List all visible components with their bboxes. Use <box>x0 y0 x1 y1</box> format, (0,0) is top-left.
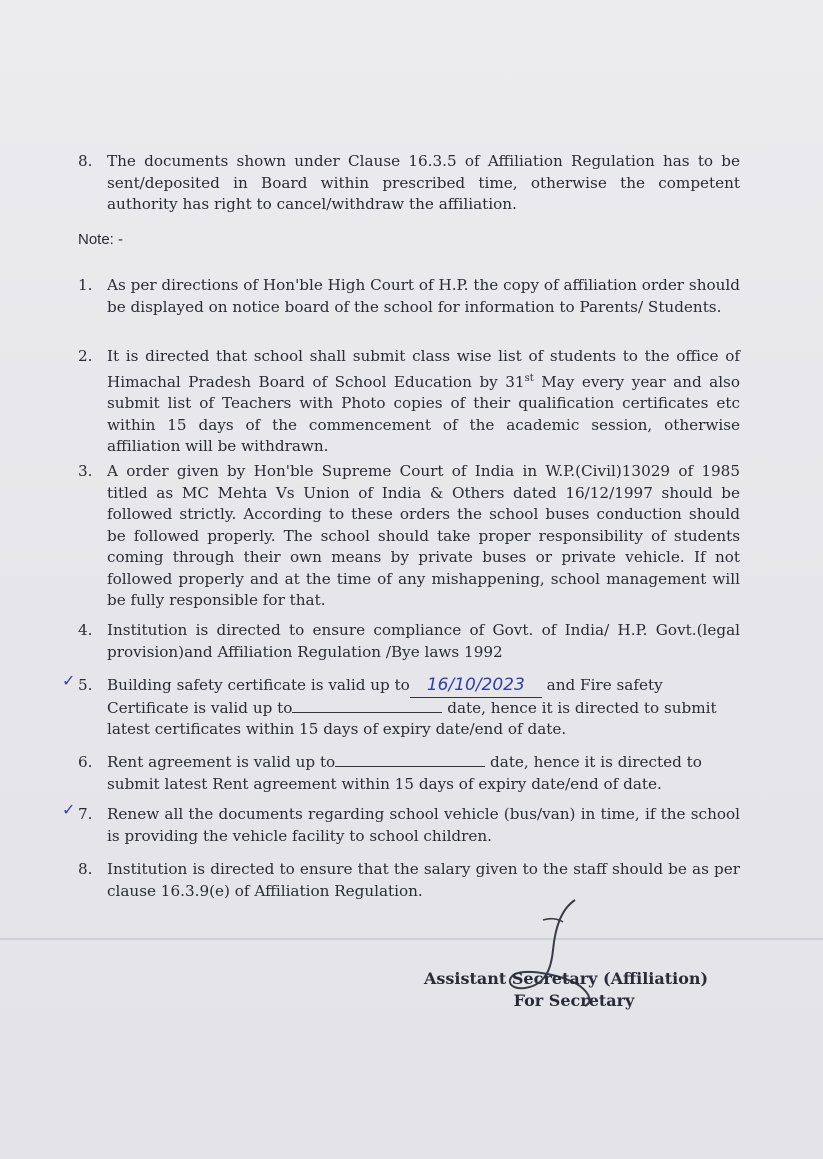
note-text: As per directions of Hon'ble High Court of H.P. the copy of affiliation order should be displayed on notice board of the school for information to Parents/ Students. <box>107 276 740 316</box>
clause-number: 8. <box>78 152 93 170</box>
note-number: 4. <box>78 621 93 639</box>
pen-tick-mark: ✓ <box>62 671 76 690</box>
note-text: Building safety certificate is valid up to 16/10/2023 and Fire safety Certificate is valid up to date, hence it is directed to submit latest certificates within 15 days of expiry date/end of date. <box>107 675 717 738</box>
note-number: 5. <box>78 676 93 694</box>
clause-8-top <box>78 151 740 216</box>
note-number: 7. <box>78 805 93 823</box>
note-text: Institution is directed to ensure compliance of Govt. of India/ H.P. Govt.(legal provision)and Affiliation Regulation /Bye laws 1992 <box>107 621 740 661</box>
note-item-6 <box>78 752 740 795</box>
note-text: Rent agreement is valid up to date, hence it is directed to submit latest Rent agreement within 15 days of expiry date/end of date. <box>107 753 702 793</box>
handwritten-date: 16/10/2023 <box>426 675 525 695</box>
note-label: Note: - <box>78 231 124 248</box>
note-text: A order given by Hon'ble Supreme Court of India in W.P.(Civil)13029 of 1985 titled as MC Mehta Vs Union of India & Others dated 16/12/1997 should be followed strictly. According to these orders the school buses conduction should be followed properly. The school should take proper responsibility of students coming through their own means by private buses or private vehicle. If not followed properly and at the time of any mishappening, school management will be fully responsible for that. <box>107 462 740 609</box>
note-number: 3. <box>78 462 93 480</box>
note-number: 1. <box>78 276 93 294</box>
note-text: Renew all the documents regarding school vehicle (bus/van) in time, if the school is providing the vehicle facility to school children. <box>107 805 740 845</box>
clause-text: The documents shown under Clause 16.3.5 of Affiliation Regulation has to be sent/deposited in Board within prescribed time, otherwise the competent authority has right to cancel/withdraw the affiliation. <box>107 152 740 213</box>
note-item-1 <box>78 275 740 318</box>
note-item-8 <box>78 859 740 902</box>
note-item-2 <box>78 346 740 458</box>
note-number: 6. <box>78 753 93 771</box>
note-item-5 <box>78 675 740 741</box>
note-text: It is directed that school shall submit class wise list of students to the office of Himachal Pradesh Board of School Education by 31st May every year and also submit list of Teachers with Photo copies of their qualification certificates etc within 15 days of the commencement of the academic session, otherwise affiliation will be withdrawn. <box>107 347 740 456</box>
signature-block <box>424 968 724 1012</box>
signatory-subtitle: For Secretary <box>513 991 635 1010</box>
note-item-3 <box>78 461 740 612</box>
note-number: 8. <box>78 860 93 878</box>
note-item-4 <box>78 620 740 663</box>
signatory-title: Assistant Secretary (Affiliation) <box>424 969 709 988</box>
pen-tick-mark: ✓ <box>62 800 76 819</box>
paper-fold-line <box>0 938 823 940</box>
note-number: 2. <box>78 347 93 365</box>
note-item-7 <box>78 804 740 847</box>
note-text: Institution is directed to ensure that the salary given to the staff should be as per clause 16.3.9(e) of Affiliation Regulation. <box>107 860 740 900</box>
